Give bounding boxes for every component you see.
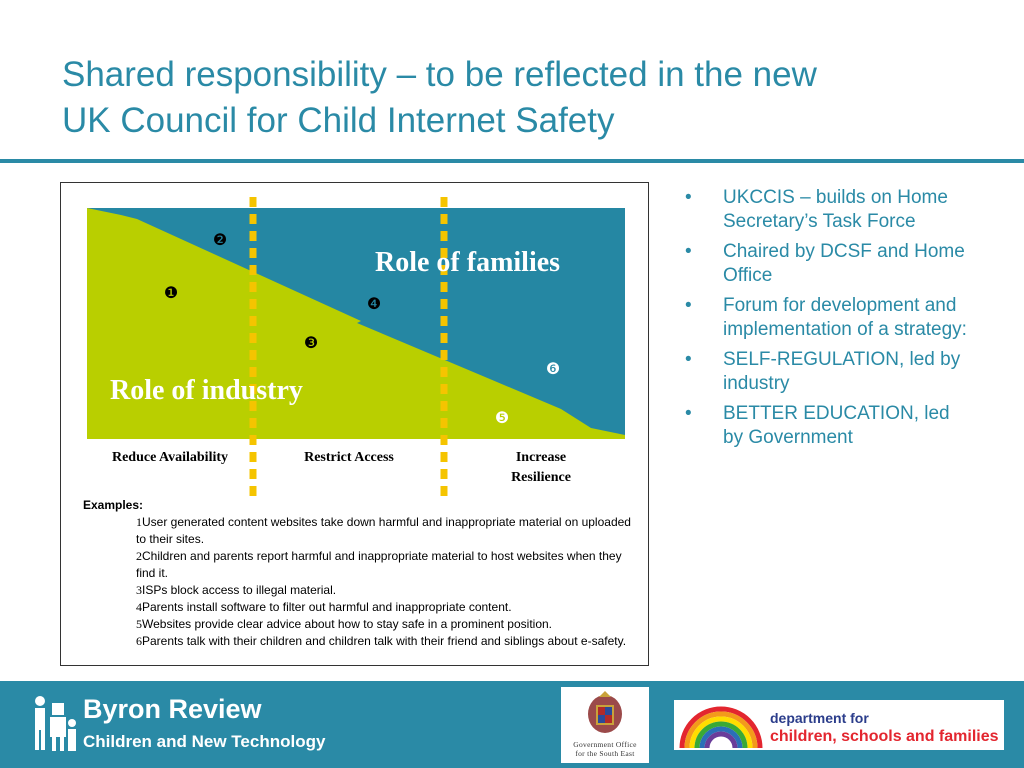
example-number: 5 <box>136 617 142 631</box>
example-item-6 <box>83 633 643 650</box>
example-number: 1 <box>136 515 142 529</box>
example-text: ISPs block access to illegal material. <box>142 583 337 597</box>
gose-caption <box>561 740 649 758</box>
bullet-marker: • <box>685 187 692 208</box>
bullet-list <box>683 186 973 456</box>
bullet-text: Forum for development and implementation of a strategy: <box>723 295 967 340</box>
bullet-item-forum <box>683 294 973 342</box>
example-item-1 <box>83 514 643 548</box>
example-number: 3 <box>136 583 142 597</box>
responsibility-diagram <box>60 182 649 666</box>
dcsf-logo <box>674 700 1004 750</box>
gose-line-1: Government Office <box>573 740 637 749</box>
title-line-1: Shared responsibility – to be reflected in the new <box>62 55 817 94</box>
example-text: Parents install software to filter out harmful and inappropriate content. <box>142 600 512 614</box>
example-item-5 <box>83 616 643 633</box>
examples-heading: Examples: <box>83 498 144 512</box>
bullet-text: UKCCIS – builds on Home Secretary’s Task Force <box>723 187 948 232</box>
example-number: 4 <box>136 600 142 614</box>
bullet-item-education <box>683 402 973 450</box>
example-number: 2 <box>136 549 142 563</box>
bullet-text: SELF-REGULATION, led by industry <box>723 349 961 394</box>
royal-crest-icon <box>561 687 649 739</box>
marker-6: ❻ <box>545 361 561 378</box>
bullet-text: BETTER EDUCATION, led by Government <box>723 403 950 448</box>
example-item-2 <box>83 548 643 582</box>
examples-list <box>83 497 643 650</box>
marker-2: ❷ <box>212 232 228 249</box>
example-text: User generated content websites take down harmful and inappropriate material on uploaded to their sites. <box>136 515 631 546</box>
byron-review-logo <box>30 689 370 759</box>
families-label: Role of families <box>375 247 561 278</box>
marker-3: ❸ <box>303 335 319 352</box>
dcsf-line-2: children, schools and families <box>770 728 999 745</box>
marker-4: ❹ <box>366 296 382 313</box>
bullet-marker: • <box>685 295 692 316</box>
family-figures-icon <box>30 693 78 755</box>
marker-1: ❶ <box>163 285 179 302</box>
bullet-item-chaired <box>683 240 973 288</box>
example-number: 6 <box>136 634 142 648</box>
gose-line-2: for the South East <box>575 749 635 758</box>
bullet-marker: • <box>685 349 692 370</box>
title-line-2: UK Council for Child Internet Safety <box>62 101 615 140</box>
gose-logo <box>561 687 649 763</box>
bullet-text: Chaired by DCSF and Home Office <box>723 241 965 286</box>
bullet-marker: • <box>685 241 692 262</box>
marker-5: ❺ <box>494 410 510 427</box>
axis-label-increase: Increase <box>515 450 567 465</box>
brand-title: Byron Review <box>83 694 262 724</box>
dcsf-line-1: department for <box>770 710 869 726</box>
example-text: Children and parents report harmful and inappropriate material to host websites when they find it. <box>136 549 622 580</box>
example-item-4 <box>83 599 643 616</box>
slide-title <box>62 52 962 144</box>
example-item-3 <box>83 582 643 599</box>
axis-label-reduce: Reduce Availability <box>111 450 229 465</box>
bullet-marker: • <box>685 403 692 424</box>
rainbow-icon <box>676 700 766 750</box>
title-divider <box>0 159 1024 163</box>
example-text: Websites provide clear advice about how to stay safe in a prominent position. <box>142 617 553 631</box>
bullet-item-self-regulation <box>683 348 973 396</box>
industry-label: Role of industry <box>110 375 303 406</box>
bullet-item-ukccis <box>683 186 973 234</box>
axis-label-resilience: Resilience <box>511 470 571 485</box>
brand-subtitle: Children and New Technology <box>83 732 326 751</box>
example-text: Parents talk with their children and children talk with their friend and siblings about e-safety. <box>142 634 627 648</box>
axis-label-restrict: Restrict Access <box>304 450 394 465</box>
